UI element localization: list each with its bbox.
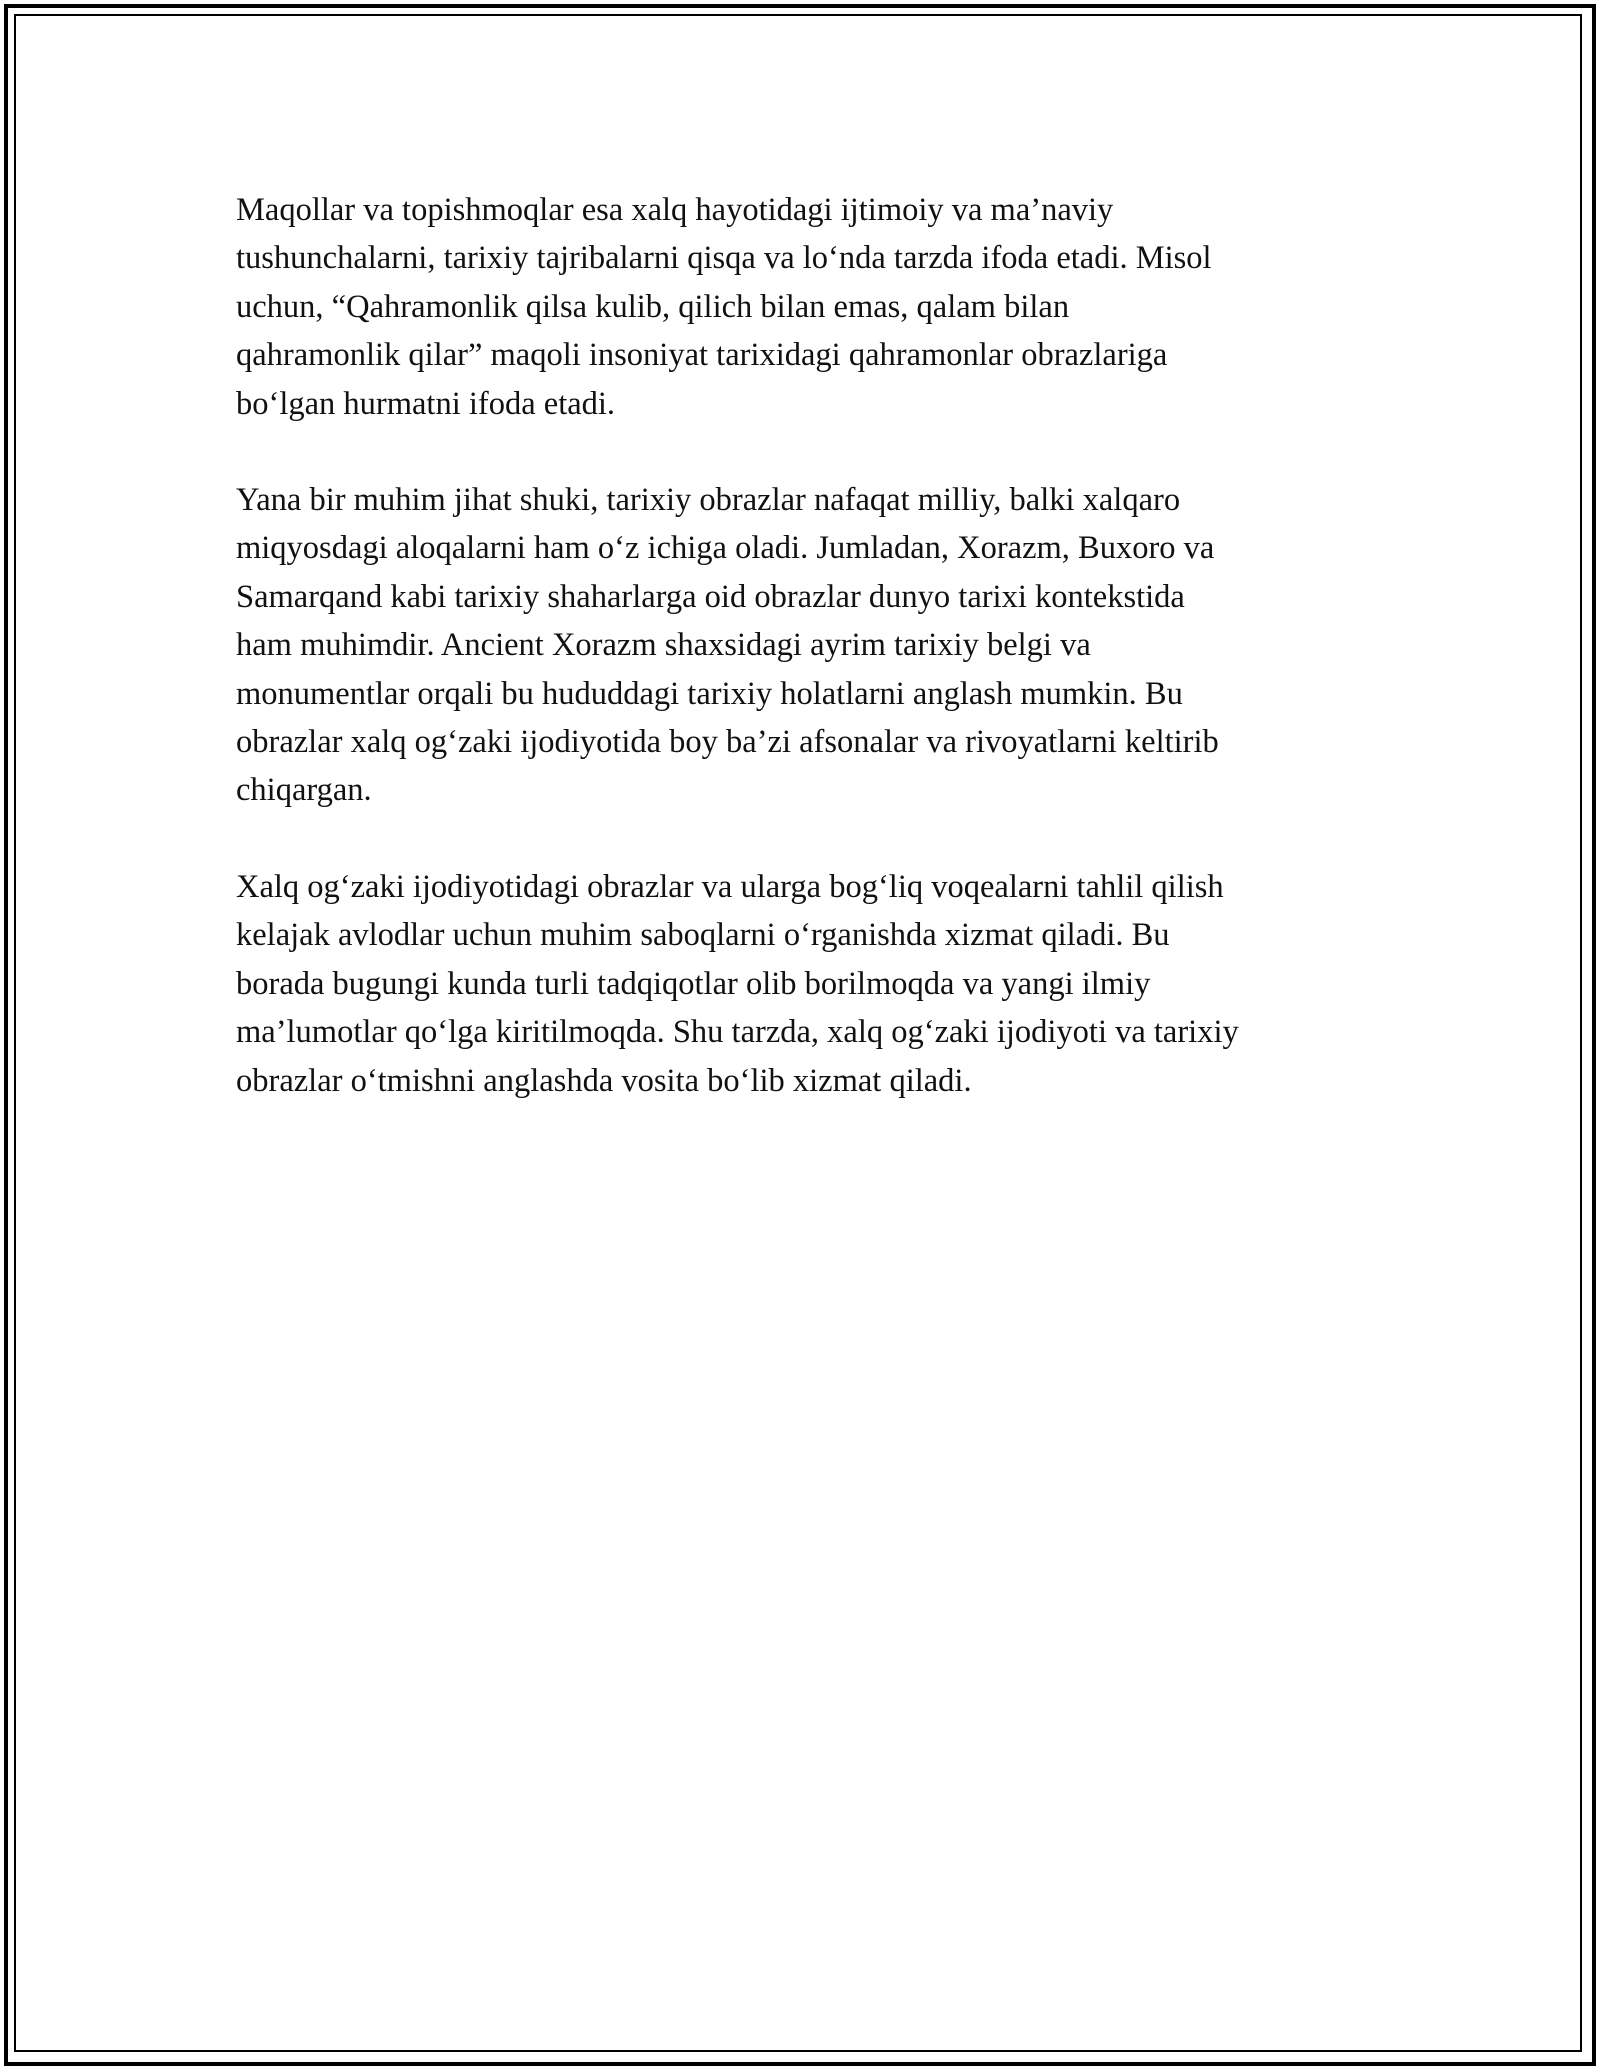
- paragraph-line: kelajak avlodlar uchun muhim saboqlarni o‘rganishda xizmat qiladi. Bu: [236, 917, 1170, 954]
- paragraph-1: [236, 186, 1376, 428]
- paragraph-3: [236, 863, 1376, 1105]
- paragraph-line: obrazlar o‘tmishni anglashda vosita bo‘lib xizmat qiladi.: [236, 1062, 972, 1099]
- paragraph-2: [236, 476, 1376, 815]
- paragraph-line: obrazlar xalq og‘zaki ijodiyotida boy ba’zi afsonalar va rivoyatlarni keltirib: [236, 724, 1219, 761]
- paragraph-line: borada bugungi kunda turli tadqiqotlar olib borilmoqda va yangi ilmiy: [236, 965, 1151, 1002]
- paragraph-line: Xalq og‘zaki ijodiyotidagi obrazlar va ularga bog‘liq voqealarni tahlil qilish: [236, 868, 1224, 905]
- paragraph-line: Yana bir muhim jihat shuki, tarixiy obrazlar nafaqat milliy, balki xalqaro: [236, 482, 1181, 519]
- paragraph-line: qahramonlik qilar” maqoli insoniyat tarixidagi qahramonlar obrazlariga: [236, 337, 1168, 374]
- document-body: [236, 186, 1376, 1153]
- paragraph-line: monumentlar orqali bu hududdagi tarixiy holatlarni anglash mumkin. Bu: [236, 675, 1183, 712]
- paragraph-line: ma’lumotlar qo‘lga kiritilmoqda. Shu tarzda, xalq og‘zaki ijodiyoti va tarixiy: [236, 1014, 1239, 1051]
- paragraph-line: bo‘lgan hurmatni ifoda etadi.: [236, 385, 616, 422]
- paragraph-line: Samarqand kabi tarixiy shaharlarga oid obrazlar dunyo tarixi kontekstida: [236, 578, 1185, 615]
- paragraph-line: chiqargan.: [236, 772, 372, 809]
- paragraph-line: uchun, “Qahramonlik qilsa kulib, qilich bilan emas, qalam bilan: [236, 288, 1070, 325]
- paragraph-line: Maqollar va topishmoqlar esa xalq hayotidagi ijtimoiy va ma’naviy: [236, 192, 1114, 228]
- paragraph-line: tushunchalarni, tarixiy tajribalarni qisqa va lo‘nda tarzda ifoda etadi. Misol: [236, 240, 1212, 277]
- paragraph-line: miqyosdagi aloqalarni ham o‘z ichiga oladi. Jumladan, Xorazm, Buxoro va: [236, 530, 1215, 567]
- paragraph-line: ham muhimdir. Ancient Xorazm shaxsidagi ayrim tarixiy belgi va: [236, 627, 1091, 664]
